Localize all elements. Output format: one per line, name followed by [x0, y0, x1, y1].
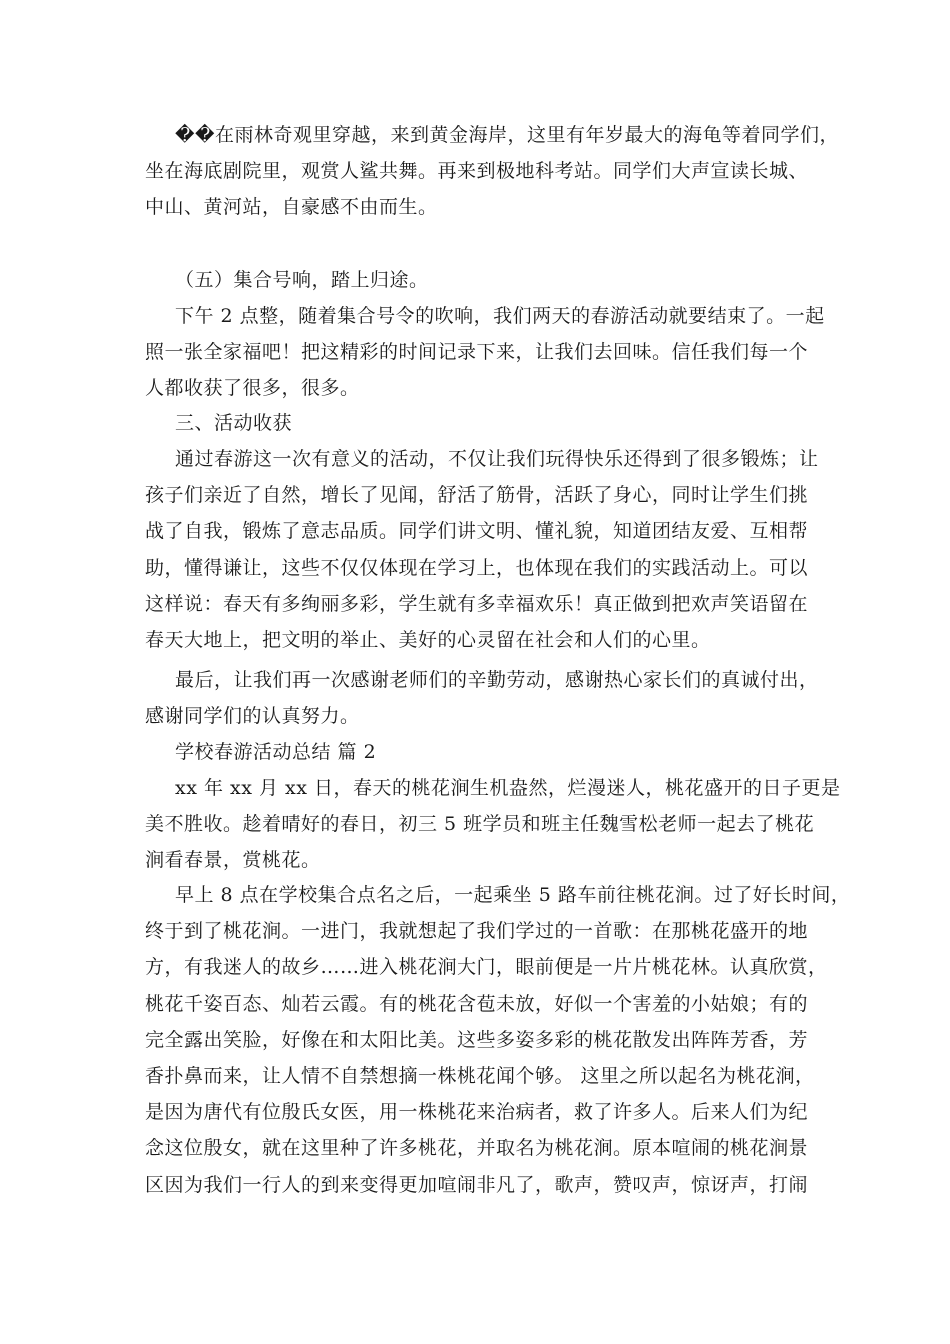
text-line: 终于到了桃花涧。一进门，我就想起了我们学过的一首歌：在那桃花盛开的地	[145, 920, 809, 943]
paragraph-peach-blossom	[145, 877, 851, 1203]
paragraph-gains	[145, 441, 835, 658]
text-line: 美不胜收。趁着晴好的春日，初三 5 班学员和班主任魏雪松老师一起去了桃花	[145, 813, 815, 836]
heading-text: 学校春游活动总结 篇 2	[175, 741, 377, 763]
text-line: 涧看春景，赏桃花。	[145, 849, 321, 872]
article-title-part2	[145, 734, 835, 770]
section-heading-five	[145, 262, 835, 298]
text-line: 下午 2 点整，随着集合号令的吹响，我们两天的春游活动就要结束了。一起	[175, 305, 825, 327]
text-line: 区因为我们一行人的到来变得更加喧闹非凡了，歌声，赞叹声，惊讶声，打闹	[145, 1173, 809, 1196]
text-line: 感谢同学们的认真努力。	[145, 705, 360, 728]
text-line: 桃花千姿百态、灿若云霞。有的桃花含苞未放，好似一个害羞的小姑娘；有的	[145, 992, 809, 1015]
section-heading-three	[145, 405, 835, 441]
text-line: 中山、黄河站，自豪感不由而生。	[145, 196, 438, 219]
text-line: 春天大地上，把文明的举止、美好的心灵留在社会和人们的心里。	[145, 628, 711, 651]
text-line: 坐在海底剧院里，观赏人鲨共舞。再来到极地科考站。同学们大声宣读长城、	[145, 160, 809, 183]
text-line: 战了自我，锻炼了意志品质。同学们讲文明、懂礼貌，知道团结友爱、互相帮	[145, 520, 809, 543]
text-line: 最后，让我们再一次感谢老师们的辛勤劳动，感谢热心家长们的真诚付出，	[175, 669, 819, 691]
text-line: 念这位殷女，就在这里种了许多桃花，并取名为桃花涧。原本喧闹的桃花涧景	[145, 1137, 809, 1160]
text-line: ��在雨林奇观里穿越，来到黄金海岸，这里有年岁最大的海龟等着同学们，	[175, 124, 839, 146]
text-line: 是因为唐代有位殷氏女医，用一株桃花来治病者，救了许多人。后来人们为纪	[145, 1101, 809, 1124]
heading-text: 三、活动收获	[175, 412, 293, 434]
paragraph-rainforest	[145, 117, 839, 226]
paragraph-intro	[145, 770, 841, 879]
text-line: 这样说：春天有多绚丽多彩，学生就有多幸福欢乐！真正做到把欢声笑语留在	[145, 592, 809, 615]
text-line: 完全露出笑脸，好像在和太阳比美。这些多姿多彩的桃花散发出阵阵芳香，芳	[145, 1028, 809, 1051]
paragraph-return	[145, 298, 835, 407]
heading-text: （五）集合号响，踏上归途。	[175, 269, 429, 291]
text-line: 方，有我迷人的故乡……进入桃花涧大门，眼前便是一片片桃花林。认真欣赏，	[145, 956, 828, 979]
text-line: xx 年 xx 月 xx 日，春天的桃花涧生机盎然，烂漫迷人，桃花盛开的日子更是	[175, 777, 841, 799]
paragraph-thanks	[145, 662, 835, 734]
text-line: 香扑鼻而来，让人情不自禁想摘一株桃花闻个够。 这里之所以起名为桃花涧，	[145, 1064, 815, 1087]
text-line: 助，懂得谦让，这些不仅仅体现在学习上，也体现在我们的实践活动上。可以	[145, 556, 809, 579]
text-line: 照一张全家福吧！把这精彩的时间记录下来，让我们去回味。信任我们每一个	[145, 341, 809, 364]
text-line: 早上 8 点在学校集合点名之后，一起乘坐 5 路车前往桃花涧。过了好长时间，	[175, 884, 851, 906]
text-line: 孩子们亲近了自然，增长了见闻，舒活了筋骨，活跃了身心，同时让学生们挑	[145, 484, 809, 507]
text-line: 通过春游这一次有意义的活动，不仅让我们玩得快乐还得到了很多锻炼；让	[175, 448, 819, 470]
text-line: 人都收获了很多，很多。	[145, 377, 360, 400]
